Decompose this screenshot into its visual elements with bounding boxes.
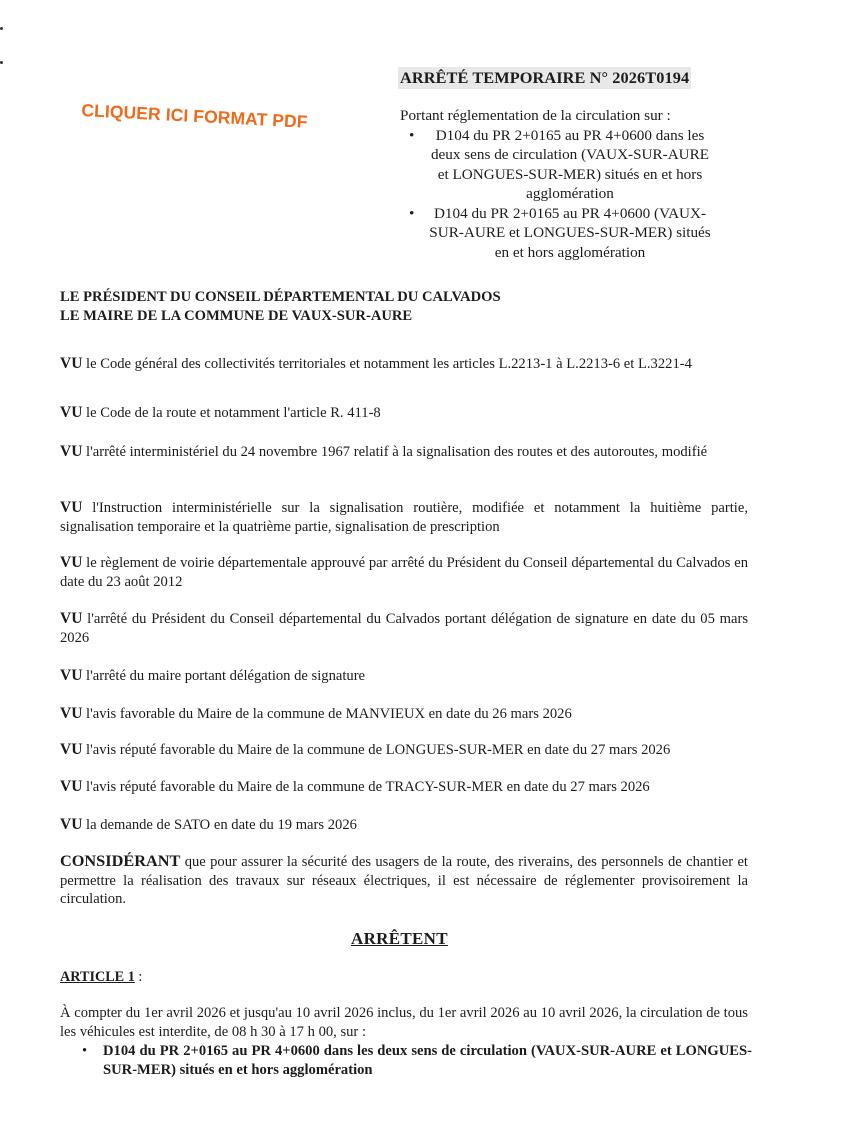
vu-paragraph — [60, 816, 748, 835]
article-item — [82, 1042, 752, 1080]
scan-artifact — [0, 61, 3, 64]
title-block — [398, 67, 722, 262]
considerant-text: que pour assurer la sécurité des usagers de la route, des riverains, des personnels de chantier et permettre la réalisation des travaux sur réseaux électriques, il est nécessaire de réglementer provisoirement la circulation. — [60, 854, 748, 907]
vu-label: VU — [60, 705, 83, 722]
vu-paragraph — [60, 499, 748, 536]
vu-text: l'arrêté du maire portant délégation de signature — [86, 668, 366, 684]
subject-item-text: D104 du PR 2+0165 au PR 4+0600 dans les deux sens de circulation (VAUX-SUR-AURE et LONGUES-SUR-MER) situés en et hors agglomération — [430, 126, 710, 202]
vu-text: l'arrêté du Président du Conseil départemental du Calvados portant délégation de signature en date du 05 mars 2026 — [60, 611, 748, 646]
article-item-text: D104 du PR 2+0165 au PR 4+0600 dans les deux sens de circulation (VAUX-SUR-AURE et LONGUES-SUR-MER) situés en et hors agglomération — [103, 1043, 752, 1078]
vu-label: VU — [60, 778, 83, 795]
authority-line: LE MAIRE DE LA COMMUNE DE VAUX-SUR-AURE — [60, 308, 413, 324]
article-colon: : — [134, 969, 143, 985]
scan-artifact — [0, 27, 3, 30]
vu-text: l'avis réputé favorable du Maire de la commune de TRACY-SUR-MER en date du 27 mars 2026 — [86, 779, 650, 795]
subject-item-text: D104 du PR 2+0165 au PR 4+0600 (VAUX-SUR-AURE et LONGUES-SUR-MER) situés en et hors agglomération — [429, 204, 711, 261]
vu-label: VU — [60, 610, 83, 627]
arretent-heading: ARRÊTENT — [351, 929, 448, 948]
subject-list — [398, 126, 722, 263]
vu-paragraph — [60, 741, 748, 760]
vu-paragraph — [60, 554, 748, 591]
vu-text: le Code général des collectivités territoriales et notamment les articles L.2213-1 à L.2213-6 et L.3221-4 — [86, 356, 692, 372]
authority-heading — [60, 288, 501, 326]
vu-paragraph — [60, 667, 748, 686]
vu-label: VU — [60, 443, 83, 460]
bullet-icon: • — [82, 1043, 88, 1059]
vu-text: l'arrêté interministériel du 24 novembre 1967 relatif à la signalisation des routes et des autoroutes, modifié — [86, 444, 708, 460]
vu-paragraph — [60, 705, 748, 724]
subject-intro: Portant réglementation de la circulation sur : — [400, 107, 671, 124]
considerant-label: CONSIDÉRANT — [60, 851, 181, 870]
document-title: ARRÊTÉ TEMPORAIRE N° 2026T0194 — [400, 68, 690, 87]
subject-item — [398, 204, 722, 263]
vu-paragraph — [60, 610, 748, 647]
vu-label: VU — [60, 554, 83, 571]
vu-text: le Code de la route et notamment l'article R. 411-8 — [86, 405, 381, 421]
vu-text: l'avis favorable du Maire de la commune de MANVIEUX en date du 26 mars 2026 — [86, 706, 572, 722]
vu-text: le règlement de voirie départementale approuvé par arrêté du Président du Conseil départemental du Calvados en date du 23 août 2012 — [60, 555, 748, 590]
vu-label: VU — [60, 404, 83, 421]
vu-label: VU — [60, 667, 83, 684]
article-heading — [60, 969, 142, 986]
considerant-paragraph — [60, 852, 748, 909]
article-label: ARTICLE 1 — [60, 969, 135, 985]
subject-item — [398, 126, 722, 204]
pdf-format-link[interactable]: CLIQUER ICI FORMAT PDF — [80, 100, 309, 132]
subject-block — [398, 106, 722, 262]
vu-label: VU — [60, 499, 83, 516]
vu-paragraph — [60, 355, 748, 374]
vu-text: la demande de SATO en date du 19 mars 2026 — [86, 817, 357, 833]
vu-label: VU — [60, 816, 83, 833]
vu-paragraph — [60, 443, 748, 462]
vu-label: VU — [60, 355, 83, 372]
article-text: À compter du 1er avril 2026 et jusqu'au 10 avril 2026 inclus, du 1er avril 2026 au 10 avril 2026, la circulation de tous les véhicules est interdite, de 08 h 30 à 17 h 00, sur : — [60, 1005, 748, 1040]
vu-label: VU — [60, 741, 83, 758]
bullet-icon: • — [409, 126, 415, 144]
vu-paragraph — [60, 404, 748, 423]
bullet-icon: • — [409, 204, 415, 222]
vu-paragraph — [60, 778, 748, 797]
vu-text: l'avis réputé favorable du Maire de la commune de LONGUES-SUR-MER en date du 27 mars 2026 — [86, 742, 671, 758]
authority-line: LE PRÉSIDENT DU CONSEIL DÉPARTEMENTAL DU CALVADOS — [60, 289, 501, 305]
vu-text: l'Instruction interministérielle sur la signalisation routière, modifiée et notamment la huitième partie, signalisation temporaire et la quatrième partie, signalisation de prescription — [60, 500, 748, 535]
